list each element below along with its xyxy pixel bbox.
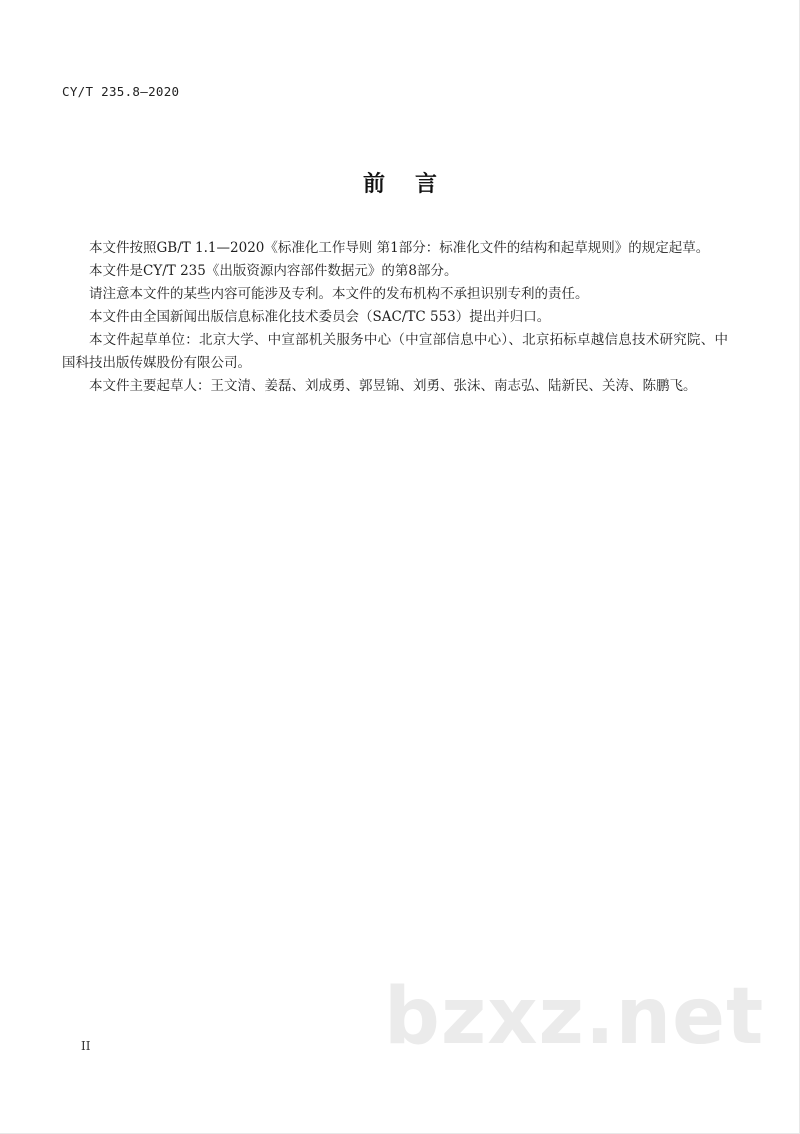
watermark-logo: bzxz.net: [384, 972, 765, 1062]
paragraph-patent-notice: 请注意本文件的某些内容可能涉及专利。本文件的发布机构不承担识别专利的责任。: [89, 286, 589, 302]
paragraph-part-info: 本文件是CY/T 235《出版资源内容部件数据元》的第8部分。: [89, 263, 458, 279]
paragraph-drafting-units: 本文件起草单位：北京大学、中宣部机关服务中心（中宣部信息中心）、北京拓标卓越信息技术研究院、中国科技出版传媒股份有限公司。: [62, 332, 728, 371]
foreword-body: [62, 237, 728, 398]
standard-code: CY/T 235.8—2020: [62, 84, 180, 99]
paragraph-drafters: 本文件主要起草人：王文清、姜磊、刘成勇、郭昱锦、刘勇、张沫、南志弘、陆新民、关涛、陈鹏飞。: [89, 378, 697, 394]
paragraph-drafting-rules: 本文件按照GB/T 1.1—2020《标准化工作导则 第1部分：标准化文件的结构和起草规则》的规定起草。: [89, 240, 710, 256]
paragraph-proposer: 本文件由全国新闻出版信息标准化技术委员会（SAC/TC 553）提出并归口。: [89, 309, 551, 325]
page-number: II: [81, 1039, 91, 1053]
page-title: 前言: [362, 172, 467, 197]
